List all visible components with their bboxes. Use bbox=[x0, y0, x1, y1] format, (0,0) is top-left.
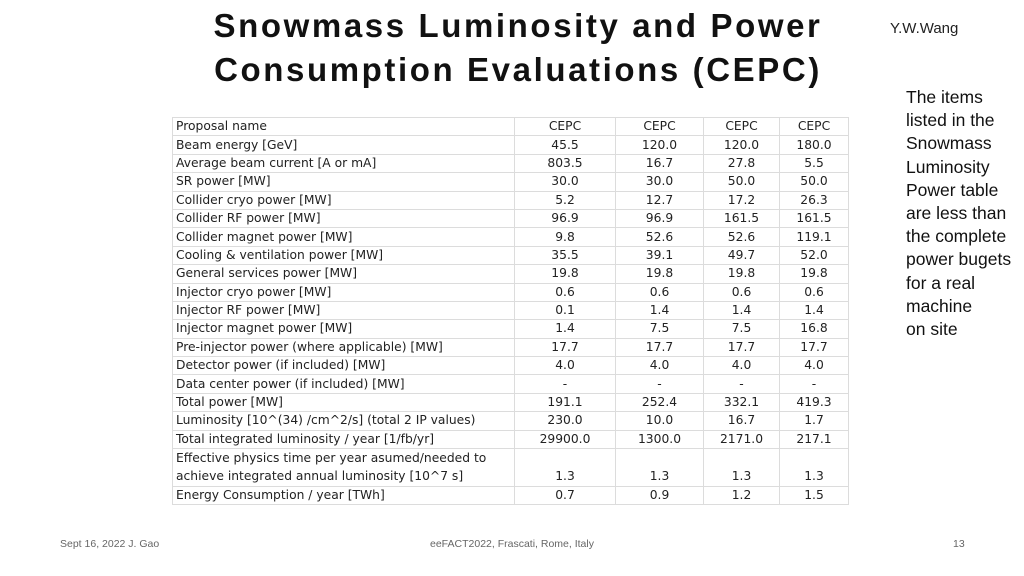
row-value: - bbox=[616, 375, 704, 393]
row-label: Total power [MW] bbox=[173, 393, 515, 411]
row-value: 30.0 bbox=[616, 173, 704, 191]
row-value: 1.4 bbox=[616, 301, 704, 319]
row-value: 96.9 bbox=[616, 209, 704, 227]
row-value: 119.1 bbox=[780, 228, 849, 246]
row-value: 1.4 bbox=[780, 301, 849, 319]
table-row bbox=[173, 357, 849, 375]
row-label: Energy Consumption / year [TWh] bbox=[173, 487, 515, 505]
table-row bbox=[173, 209, 849, 227]
row-value: 1.7 bbox=[780, 412, 849, 430]
row-value: 1.4 bbox=[704, 301, 780, 319]
row-value: 50.0 bbox=[704, 173, 780, 191]
row-value: 120.0 bbox=[616, 136, 704, 154]
row-label: Injector cryo power [MW] bbox=[173, 283, 515, 301]
row-value: 2171.0 bbox=[704, 430, 780, 448]
slide-title-line-2: Consumption Evaluations (CEPC) bbox=[214, 51, 822, 88]
row-value: 1300.0 bbox=[616, 430, 704, 448]
table-row bbox=[173, 283, 849, 301]
table-row bbox=[173, 191, 849, 209]
row-value: 7.5 bbox=[704, 320, 780, 338]
header-cell-proposal: CEPC bbox=[616, 118, 704, 136]
table-row bbox=[173, 487, 849, 505]
row-value: 1.3 bbox=[780, 449, 849, 487]
row-value: 26.3 bbox=[780, 191, 849, 209]
row-value: 17.7 bbox=[780, 338, 849, 356]
row-value: 49.7 bbox=[704, 246, 780, 264]
row-label: Total integrated luminosity / year [1/fb/yr] bbox=[173, 430, 515, 448]
row-label: SR power [MW] bbox=[173, 173, 515, 191]
row-label: Collider RF power [MW] bbox=[173, 209, 515, 227]
header-cell-label: Proposal name bbox=[173, 118, 515, 136]
row-value: 7.5 bbox=[616, 320, 704, 338]
table-row bbox=[173, 228, 849, 246]
row-label: Detector power (if included) [MW] bbox=[173, 357, 515, 375]
row-value: 4.0 bbox=[616, 357, 704, 375]
row-value: 217.1 bbox=[780, 430, 849, 448]
row-value: 16.7 bbox=[704, 412, 780, 430]
row-value: 17.2 bbox=[704, 191, 780, 209]
row-value: 180.0 bbox=[780, 136, 849, 154]
row-value: 5.2 bbox=[515, 191, 616, 209]
row-value: 12.7 bbox=[616, 191, 704, 209]
row-value: 1.5 bbox=[780, 487, 849, 505]
row-value: 0.6 bbox=[780, 283, 849, 301]
row-value: 19.8 bbox=[704, 265, 780, 283]
row-value: 39.1 bbox=[616, 246, 704, 264]
row-value: 332.1 bbox=[704, 393, 780, 411]
row-value: 120.0 bbox=[704, 136, 780, 154]
table-row bbox=[173, 173, 849, 191]
row-value: 27.8 bbox=[704, 154, 780, 172]
row-label: Cooling & ventilation power [MW] bbox=[173, 246, 515, 264]
row-value: 17.7 bbox=[515, 338, 616, 356]
row-value: 50.0 bbox=[780, 173, 849, 191]
row-label: Collider magnet power [MW] bbox=[173, 228, 515, 246]
table-row bbox=[173, 320, 849, 338]
row-value: 1.3 bbox=[515, 449, 616, 487]
row-label: Effective physics time per year asumed/needed to achieve integrated annual luminosity [10^7 s] bbox=[173, 449, 515, 487]
row-label: Average beam current [A or mA] bbox=[173, 154, 515, 172]
row-value: 19.8 bbox=[515, 265, 616, 283]
row-value: 5.5 bbox=[780, 154, 849, 172]
side-note: The items listed in the Snowmass Luminosity Power table are less than the complete power bugets for a real machine on site bbox=[906, 87, 1012, 340]
row-value: 17.7 bbox=[616, 338, 704, 356]
row-value: 9.8 bbox=[515, 228, 616, 246]
table-row bbox=[173, 246, 849, 264]
footer-page-number: 13 bbox=[953, 538, 965, 550]
row-value: 0.1 bbox=[515, 301, 616, 319]
row-value: 0.6 bbox=[515, 283, 616, 301]
footer-conference: eeFACT2022, Frascati, Rome, Italy bbox=[430, 538, 594, 550]
row-value: 0.6 bbox=[616, 283, 704, 301]
header-cell-proposal: CEPC bbox=[704, 118, 780, 136]
row-value: 1.4 bbox=[515, 320, 616, 338]
row-value: 35.5 bbox=[515, 246, 616, 264]
slide-title bbox=[188, 4, 848, 92]
row-value: - bbox=[704, 375, 780, 393]
row-value: 52.6 bbox=[704, 228, 780, 246]
row-label: Collider cryo power [MW] bbox=[173, 191, 515, 209]
row-label: General services power [MW] bbox=[173, 265, 515, 283]
table-row bbox=[173, 338, 849, 356]
row-label: Pre-injector power (where applicable) [MW] bbox=[173, 338, 515, 356]
row-label: Beam energy [GeV] bbox=[173, 136, 515, 154]
row-label: Injector magnet power [MW] bbox=[173, 320, 515, 338]
footer-date-author: Sept 16, 2022 J. Gao bbox=[60, 538, 160, 550]
row-value: - bbox=[515, 375, 616, 393]
row-label: Injector RF power [MW] bbox=[173, 301, 515, 319]
table-row bbox=[173, 375, 849, 393]
row-value: 161.5 bbox=[780, 209, 849, 227]
row-value: 17.7 bbox=[704, 338, 780, 356]
row-value: 161.5 bbox=[704, 209, 780, 227]
row-value: 19.8 bbox=[616, 265, 704, 283]
row-value: 10.0 bbox=[616, 412, 704, 430]
table-row bbox=[173, 301, 849, 319]
row-value: - bbox=[780, 375, 849, 393]
row-value: 52.0 bbox=[780, 246, 849, 264]
row-value: 16.7 bbox=[616, 154, 704, 172]
table-row bbox=[173, 449, 849, 487]
row-value: 0.9 bbox=[616, 487, 704, 505]
table-row bbox=[173, 393, 849, 411]
row-value: 52.6 bbox=[616, 228, 704, 246]
row-value: 0.7 bbox=[515, 487, 616, 505]
table-row bbox=[173, 412, 849, 430]
author-label: Y.W.Wang bbox=[890, 20, 959, 37]
row-value: 252.4 bbox=[616, 393, 704, 411]
row-value: 0.6 bbox=[704, 283, 780, 301]
row-label: Data center power (if included) [MW] bbox=[173, 375, 515, 393]
row-value: 1.3 bbox=[616, 449, 704, 487]
row-label: Luminosity [10^(34) /cm^2/s] (total 2 IP values) bbox=[173, 412, 515, 430]
row-value: 29900.0 bbox=[515, 430, 616, 448]
power-table bbox=[172, 117, 849, 505]
slide-title-line-1: Snowmass Luminosity and Power bbox=[213, 7, 823, 44]
table-row bbox=[173, 430, 849, 448]
row-value: 1.2 bbox=[704, 487, 780, 505]
row-value: 1.3 bbox=[704, 449, 780, 487]
table-row bbox=[173, 265, 849, 283]
row-value: 191.1 bbox=[515, 393, 616, 411]
table-row bbox=[173, 136, 849, 154]
row-value: 16.8 bbox=[780, 320, 849, 338]
row-value: 96.9 bbox=[515, 209, 616, 227]
row-value: 4.0 bbox=[704, 357, 780, 375]
row-value: 45.5 bbox=[515, 136, 616, 154]
table-row bbox=[173, 154, 849, 172]
row-value: 803.5 bbox=[515, 154, 616, 172]
row-value: 4.0 bbox=[515, 357, 616, 375]
power-table-body bbox=[173, 118, 849, 505]
row-value: 30.0 bbox=[515, 173, 616, 191]
header-cell-proposal: CEPC bbox=[515, 118, 616, 136]
table-header-row bbox=[173, 118, 849, 136]
row-value: 419.3 bbox=[780, 393, 849, 411]
row-value: 4.0 bbox=[780, 357, 849, 375]
row-value: 230.0 bbox=[515, 412, 616, 430]
header-cell-proposal: CEPC bbox=[780, 118, 849, 136]
row-value: 19.8 bbox=[780, 265, 849, 283]
